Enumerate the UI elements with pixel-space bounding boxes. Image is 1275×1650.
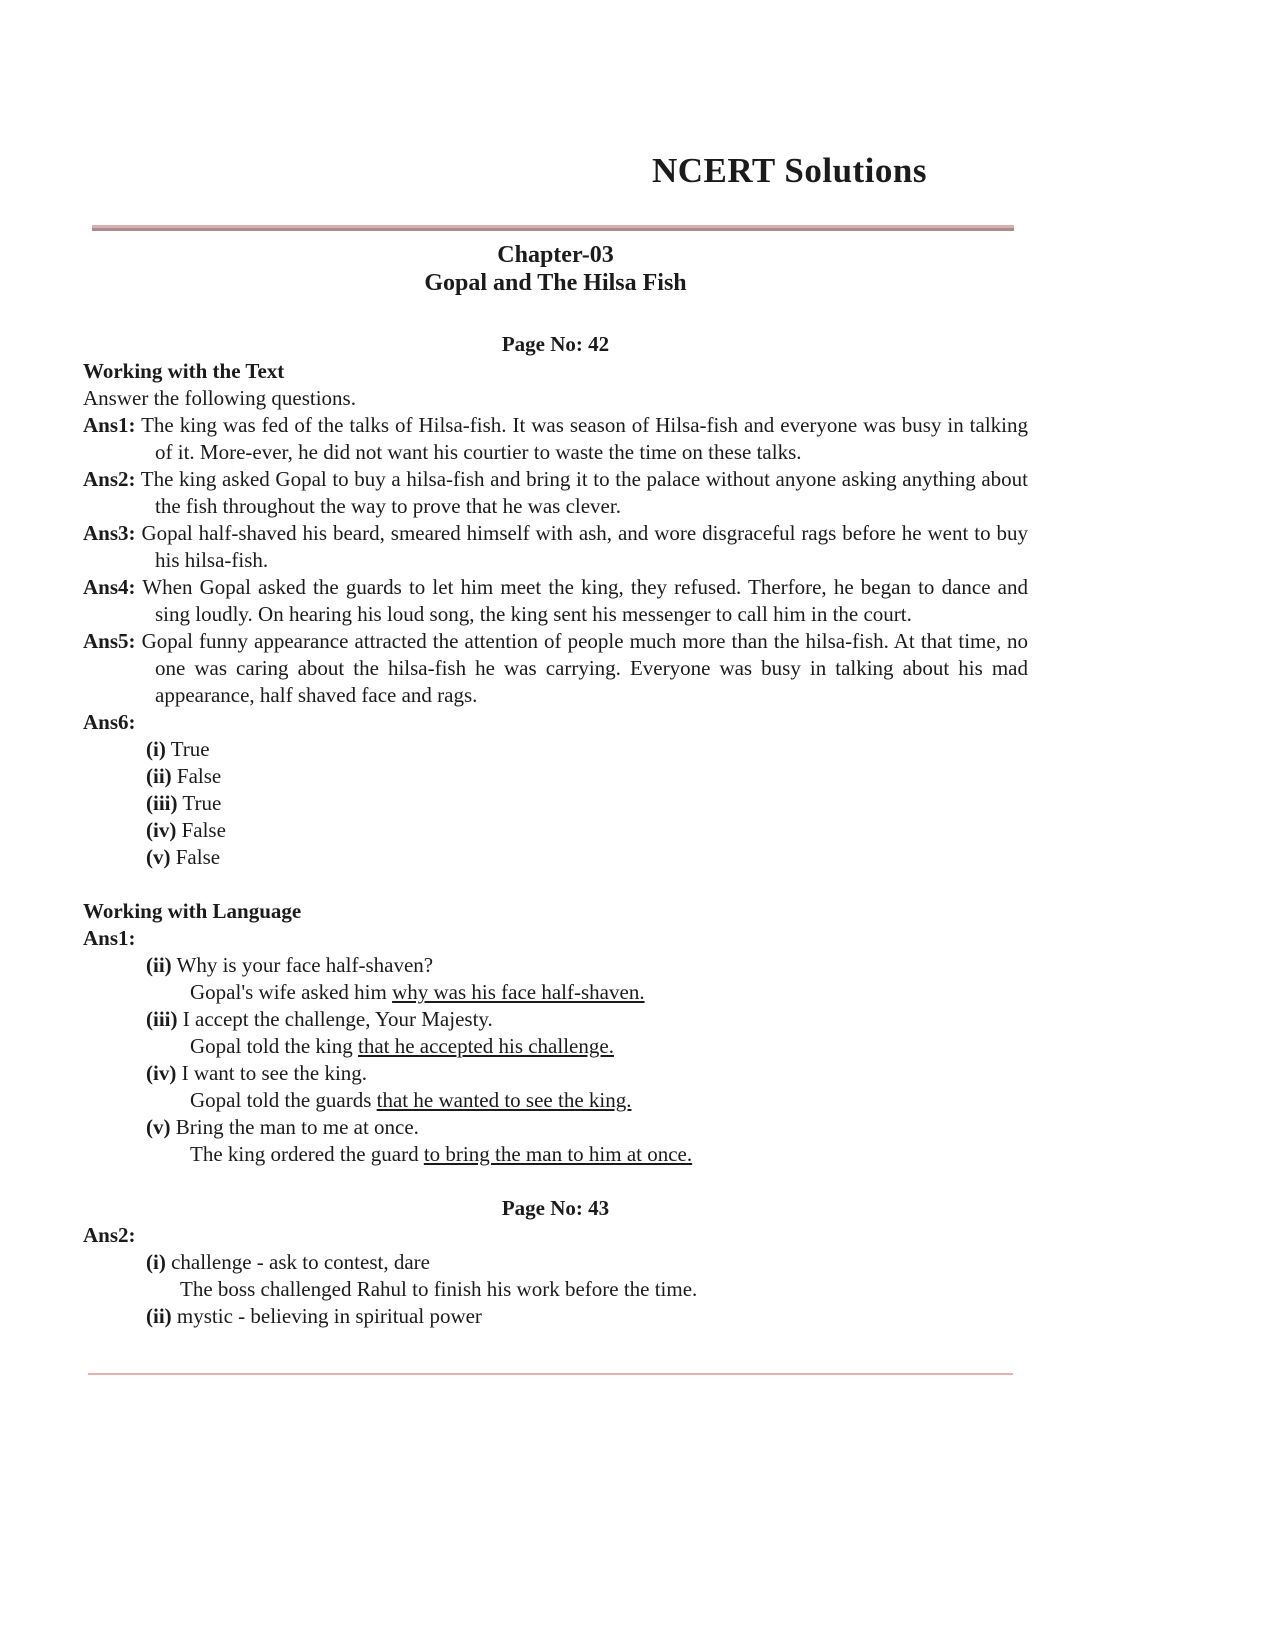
ans6-item-5 — [83, 844, 1028, 871]
definition-text: mystic - believing in spiritual power — [176, 1304, 482, 1328]
intro-line: Answer the following questions. — [83, 386, 356, 410]
blank-line — [83, 1168, 1028, 1195]
page43-ans2-label: Ans2: — [83, 1223, 136, 1247]
footer-divider — [88, 1373, 1013, 1375]
chapter-heading — [83, 241, 1028, 297]
answer-text: When Gopal asked the guards to let him meet the king, they refused. Therfore, he began to dance and sing loudly. On hearing his loud song, the king sent his messenger to call him in the court. — [142, 575, 1028, 626]
item-number: (iv) — [146, 818, 177, 842]
item-number: (ii) — [146, 953, 172, 977]
working-with-text-heading: Working with the Text — [83, 359, 285, 383]
answer-prefix: Gopal told the king — [190, 1034, 353, 1058]
item-number: (iii) — [146, 1007, 178, 1031]
language-question-iii — [83, 1006, 1028, 1033]
item-number: (v) — [146, 1115, 171, 1139]
answer-label: Ans5: — [83, 629, 136, 653]
language-ans1-label: Ans1: — [83, 926, 136, 950]
answer-text: Gopal funny appearance attracted the attention of people much more than the hilsa-fish. At that time, no one was caring about the hilsa-fish he was carrying. Everyone was busy in talking about his mad appearance, half shaved face and rags. — [141, 629, 1029, 707]
page42-label: Page No: 42 — [501, 332, 610, 356]
chapter-number: Chapter-03 — [497, 242, 614, 268]
answer-label: Ans3: — [83, 521, 136, 545]
document-body — [83, 331, 1028, 1330]
answer-text: Gopal half-shaved his beard, smeared himself with ash, and wore disgraceful rags before he went to buy his hilsa-fish. — [141, 521, 1028, 572]
answer-prefix: Gopal's wife asked him — [190, 980, 387, 1004]
item-value: True — [182, 791, 222, 815]
item-number: (i) — [146, 1250, 166, 1274]
definition-example-i: The boss challenged Rahul to finish his work before the time. — [180, 1277, 698, 1301]
item-value: False — [176, 764, 222, 788]
page43-label: Page No: 43 — [501, 1196, 610, 1220]
answer-label: Ans4: — [83, 575, 136, 599]
answer-prefix: Gopal told the guards — [190, 1088, 372, 1112]
answer-underlined: why was his face half-shaven. — [392, 980, 645, 1004]
answer-label: Ans2: — [83, 467, 136, 491]
ans6-item-2 — [83, 763, 1028, 790]
definition-item-ii — [83, 1303, 1028, 1330]
language-answer-v — [83, 1141, 1028, 1168]
item-number: (v) — [146, 845, 171, 869]
question-text: I want to see the king. — [181, 1061, 368, 1085]
answer-paragraph-4 — [83, 574, 1028, 628]
chapter-title: Gopal and The Hilsa Fish — [424, 270, 687, 296]
item-value: True — [170, 737, 210, 761]
ans6-label: Ans6: — [83, 710, 136, 734]
question-text: Bring the man to me at once. — [175, 1115, 419, 1139]
answer-paragraph-2 — [83, 466, 1028, 520]
answer-paragraph-5 — [83, 628, 1028, 709]
ans6-item-4 — [83, 817, 1028, 844]
item-value: False — [181, 818, 226, 842]
language-answer-iii — [83, 1033, 1028, 1060]
working-with-language-heading: Working with Language — [83, 899, 302, 923]
ans6-item-3 — [83, 790, 1028, 817]
answer-underlined: that he wanted to see the king. — [376, 1088, 632, 1112]
language-question-ii — [83, 952, 1028, 979]
item-number: (iii) — [146, 791, 178, 815]
definition-text: challenge - ask to contest, dare — [171, 1250, 430, 1274]
language-answer-ii — [83, 979, 1028, 1006]
answer-paragraph-3 — [83, 520, 1028, 574]
brand-title: NCERT Solutions — [651, 151, 927, 190]
item-number: (ii) — [146, 764, 172, 788]
answer-underlined: that he accepted his challenge. — [357, 1034, 614, 1058]
ans6-item-1 — [83, 736, 1028, 763]
question-text: I accept the challenge, Your Majesty. — [182, 1007, 493, 1031]
definition-item-i — [83, 1249, 1028, 1276]
answer-prefix: The king ordered the guard — [190, 1142, 419, 1166]
answer-text: The king asked Gopal to buy a hilsa-fish and bring it to the palace without anyone asking anything about the fish throughout the way to prove that he was clever. — [140, 467, 1029, 518]
answer-paragraph-1 — [83, 412, 1028, 466]
item-number: (ii) — [146, 1304, 172, 1328]
item-number: (i) — [146, 737, 166, 761]
answer-label: Ans1: — [83, 413, 136, 437]
question-text: Why is your face half-shaven? — [176, 953, 434, 977]
language-question-iv — [83, 1060, 1028, 1087]
header-divider — [92, 225, 1014, 231]
answer-underlined: to bring the man to him at once. — [423, 1142, 693, 1166]
language-answer-iv — [83, 1087, 1028, 1114]
item-number: (iv) — [146, 1061, 177, 1085]
answer-text: The king was fed of the talks of Hilsa-fish. It was season of Hilsa-fish and everyone was busy in talking of it. More-ever, he did not want his courtier to waste the time on these talks. — [141, 413, 1028, 464]
language-question-v — [83, 1114, 1028, 1141]
item-value: False — [175, 845, 221, 869]
blank-line — [83, 871, 1028, 898]
